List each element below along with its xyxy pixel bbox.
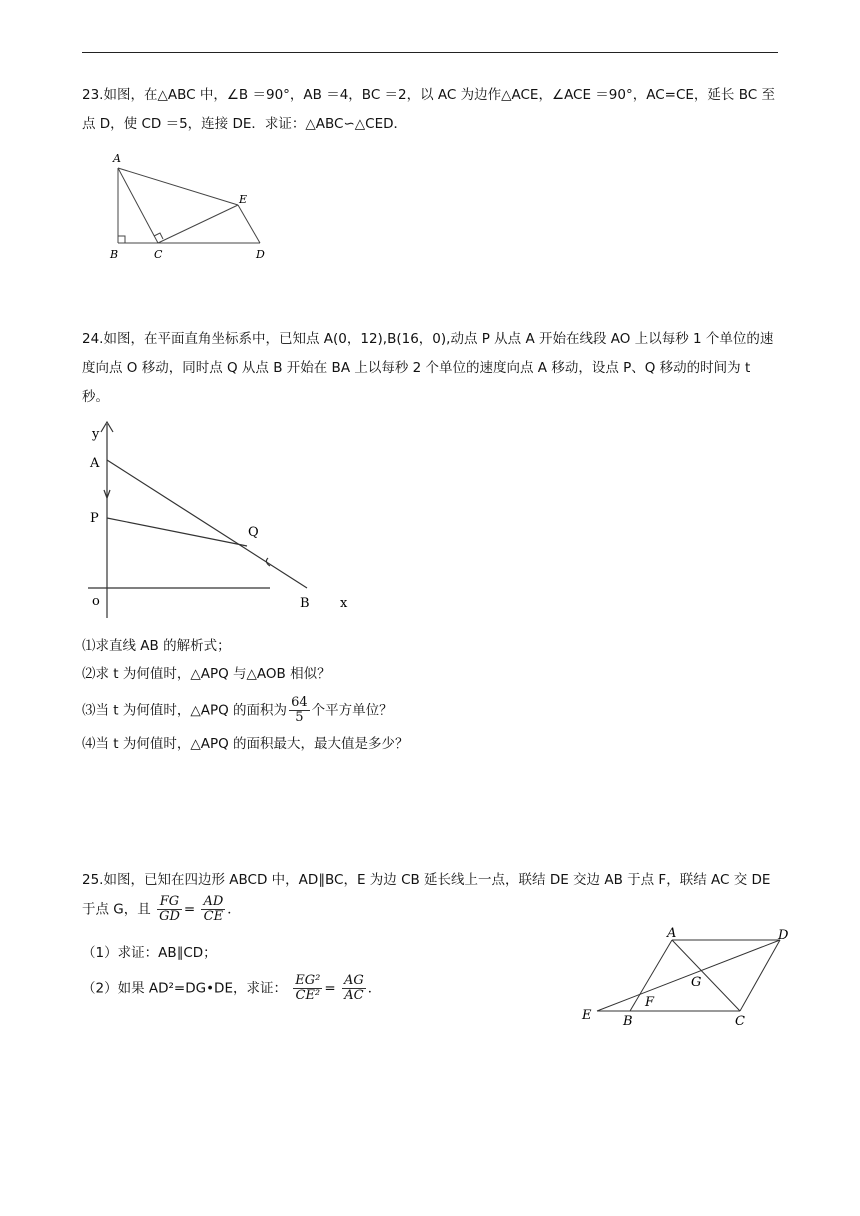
q24-figure [82,418,372,623]
q25-equals: = [183,901,196,918]
q25-fraction-ad-ce [201,895,225,924]
q24-label-p: P [90,511,99,526]
q23-label-a: A [113,152,121,165]
q25-frac3-num: EG² [295,973,321,988]
q24-sub3-pre: ⑶当 t 为何值时，△APQ 的面积为 [82,702,288,719]
q25-label-b: B [623,1014,633,1029]
q24-sub2: ⑵求 t 为何值时，△APQ 与△AOB 相似？ [82,666,331,682]
q25-label-e: E [582,1008,592,1023]
q24-label-y: y [92,427,100,442]
q24-label-a: A [90,456,100,471]
q25-frac3-den: CE² [295,988,321,1003]
q25-label-g: G [691,975,702,990]
q24-sub3 [82,696,393,725]
q25-label-a: A [667,926,677,941]
q25-frac1-den: GD [159,909,180,924]
q24-sub3-fraction [289,696,310,725]
q25-fraction-ag-ac [342,974,366,1003]
q25-equals-2: = [324,980,336,997]
q24-sub1: ⑴求直线 AB 的解析式； [82,638,231,654]
header-rule [82,52,778,53]
q25-sub1: （1）求证：AB∥CD； [82,945,217,961]
q23-text: 23.如图，在△ABC 中，∠B ＝90°，AB ＝4，BC ＝2，以 AC 为边作△ACE，∠ACE ＝90°，AC=CE，延长 BC 至点 D，使 CD ＝5，连接 DE．求证：△ABC∽△CED． [82,87,775,132]
q24-text: 24.如图，在平面直角坐标系中，已知点 A(0，12),B(16，0),动点 P 从点 A 开始在线段 AO 上以每秒 1 个单位的速度向点 O 移动，同时点 Q 从点 B 开始在 BA 上以每秒 2 个单位的速度向点 A 移动，设点 P、Q 移动的时间为 t 秒。 [82,331,774,405]
q25-label-d: D [778,928,789,943]
q25-sub2 [82,974,381,1003]
q24-sub3-post: 个平方单位？ [311,702,393,719]
q23-label-c: C [154,248,163,261]
q25-frac4-den: AC [344,988,364,1003]
q24-sub3-numerator: 64 [291,695,308,710]
q23-label-e: E [239,193,248,206]
q25-fraction-eg2-ce2 [293,974,322,1003]
q25-frac2-den: CE [203,909,224,924]
q25-frac4-num: AG [343,973,364,988]
q23-label-b: B [110,248,119,261]
q24-sub3-denominator: 5 [295,710,304,725]
q25-sub2-pre: （2）如果 AD²=DG•DE，求证： [82,980,287,997]
q25-text [82,866,778,925]
q24-sub4: ⑷当 t 为何值时，△APQ 的面积最大，最大值是多少？ [82,736,409,752]
q25-frac2-num: AD [203,894,224,909]
q24-label-b: B [300,596,310,611]
q24-label-o: o [92,594,100,609]
q25-label-c: C [735,1014,745,1029]
q25-text-pre: 25.如图，已知在四边形 ABCD 中，AD∥BC，E 为边 CB 延长线上一点，联结 DE 交边 AB 于点 F，联结 AC 交 DE 于点 G，且 [82,872,771,918]
q25-label-f: F [645,995,655,1010]
q25-sub2-end: ． [367,980,382,997]
q24-label-q: Q [248,525,259,540]
q23-figure [100,148,280,263]
q25-figure [575,925,800,1035]
q25-end: ． [227,901,241,918]
q24-label-x: x [340,596,348,611]
q23-label-d: D [256,248,265,261]
q25-fraction-fg-gd [157,895,182,924]
q25-frac1-num: FG [157,895,182,910]
